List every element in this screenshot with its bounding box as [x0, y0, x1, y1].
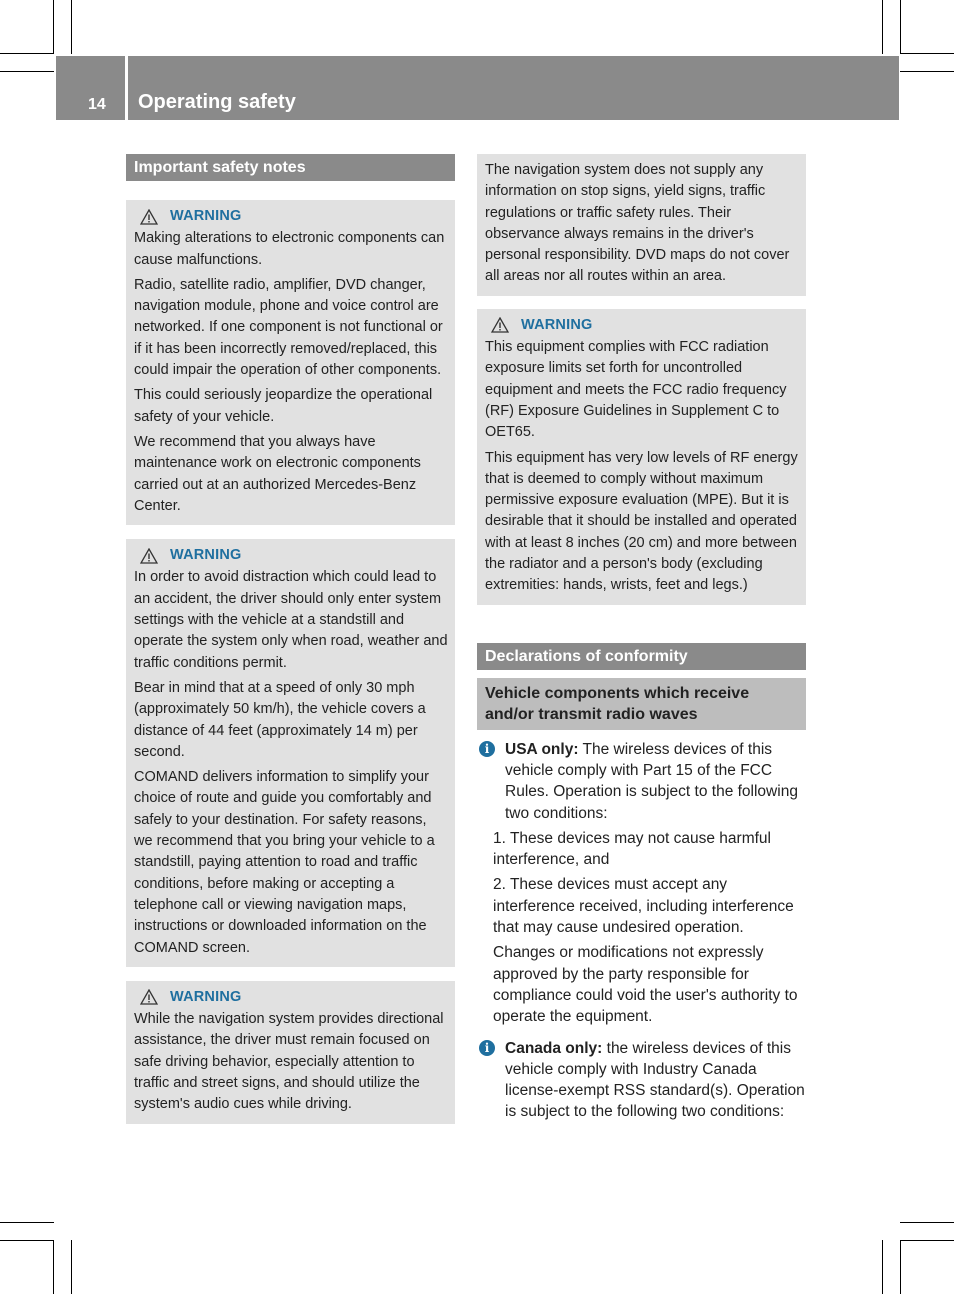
crop-mark: [0, 1240, 54, 1241]
warning-text: COMAND delivers information to simplify your choice of route and guide you comfortably and safely to your destination. For safety reasons, we recommend that you bring your vehicle to a standstill, paying attention to road and traffic conditions, before making or accepting a telephone call or viewing navigation maps, instructions or downloaded information on the COMAND screen.: [134, 769, 435, 956]
crop-mark: [0, 1222, 54, 1223]
warning-box: [477, 309, 806, 605]
info-icon: i: [479, 741, 495, 757]
crop-mark: [0, 71, 54, 72]
page-number: 14: [88, 96, 106, 113]
info-canada-text: the wireless devices of this vehicle comply with Industry Canada license-exempt RSS standard(s). Operation is subject to the following two conditions:: [505, 1039, 805, 1121]
left-column: [126, 154, 455, 1124]
info-usa-label: USA only:: [505, 740, 579, 758]
warning-header: [134, 987, 449, 1008]
warning-triangle-icon: [140, 989, 158, 1005]
condition-1: 1. These devices may not cause harmful interference, and: [493, 829, 771, 869]
crop-mark: [0, 53, 54, 54]
warning-label: WARNING: [521, 316, 593, 333]
warning-text: We recommend that you always have maintenance work on electronic components carried out at an authorized Mercedes-Benz Center.: [134, 433, 421, 514]
note-text: The navigation system does not supply any information on stop signs, yield signs, traffic regulations or traffic safety rules. Their observance always remains in the driver's personal responsibility. DVD maps do not cover all areas nor all routes within an area.: [485, 162, 790, 285]
warning-triangle-icon: [491, 317, 509, 333]
crop-mark: [71, 0, 72, 54]
info-canada-label: Canada only:: [505, 1039, 603, 1057]
crop-mark: [71, 1240, 72, 1294]
note-box: [477, 154, 806, 296]
crop-mark: [900, 71, 954, 72]
warning-label: WARNING: [170, 988, 242, 1005]
info-usa-text: The wireless devices of this vehicle comply with Part 15 of the FCC Rules. Operation is subject to the following two conditions:: [505, 740, 798, 822]
crop-mark: [900, 1240, 954, 1241]
info-canada-lead: [493, 1038, 806, 1123]
warning-label: WARNING: [170, 547, 242, 564]
crop-mark: [53, 1240, 54, 1294]
warning-text: This equipment has very low levels of RF energy that is deemed to comply without maximum permissive exposure evaluation (MPE). But it is desirable that it should be installed and operated with at least 8 inches (20 cm) and more between the radiator and a person's body (excluding extremities: hands, wrists, feet and legs.): [485, 449, 798, 594]
crop-mark: [900, 1222, 954, 1223]
warning-text: While the navigation system provides directional assistance, the driver must remain focused on safe driving behavior, especially attention to traffic and street signs, and should utilize the system's audio cues while driving.: [134, 1011, 444, 1113]
right-column: [477, 154, 806, 1127]
warning-triangle-icon: [140, 209, 158, 225]
warning-box: [126, 200, 455, 525]
page-header: [56, 56, 899, 120]
info-canada: [477, 1038, 806, 1123]
info-icon: i: [479, 1040, 495, 1056]
header-divider: [125, 56, 128, 120]
changes-notice: Changes or modifications not expressly approved by the party responsible for compliance could void the user's authority to operate the equipment.: [493, 944, 798, 1026]
warning-text: Radio, satellite radio, amplifier, DVD changer, navigation module, phone and voice control are networked. If one component is not functional or if it has been incorrectly removed/replaced, this could impair the operation of other components.: [134, 276, 443, 379]
warning-header: [134, 206, 449, 227]
warning-text: Making alterations to electronic components can cause malfunctions.: [134, 230, 445, 268]
crop-mark: [882, 0, 883, 54]
page-title: Operating safety: [138, 91, 296, 113]
crop-mark: [53, 0, 54, 54]
warning-text: In order to avoid distraction which could lead to an accident, the driver should only enter system settings with the vehicle at a standstill and operate the system only when road, weather and traffic conditions permit.: [134, 569, 448, 671]
section-title: Declarations of conformity: [477, 643, 806, 670]
crop-mark: [900, 0, 901, 54]
warning-text: Bear in mind that at a speed of only 30 mph (approximately 50 km/h), the vehicle covers a distance of 44 feet (approximately 14 m) per second.: [134, 679, 426, 760]
info-usa: [477, 739, 806, 1028]
crop-mark: [882, 1240, 883, 1294]
subsection-title: Vehicle components which receive and/or transmit radio waves: [477, 678, 806, 730]
section-title: Important safety notes: [126, 154, 455, 181]
warning-text: This equipment complies with FCC radiation exposure limits set forth for uncontrolled equipment and meets the FCC radio frequency (RF) Exposure Guidelines in Supplement C to OET65.: [485, 339, 787, 441]
warning-label: WARNING: [170, 208, 242, 224]
warning-box: [126, 539, 455, 967]
warning-triangle-icon: [140, 548, 158, 564]
warning-text: This could seriously jeopardize the operational safety of your vehicle.: [134, 387, 433, 425]
info-usa-lead: [493, 739, 806, 824]
warning-header: [134, 545, 449, 566]
warning-header: [485, 315, 800, 336]
crop-mark: [900, 1240, 901, 1294]
condition-2: 2. These devices must accept any interference received, including interference that may cause undesired operation.: [493, 876, 794, 937]
warning-box: [126, 981, 455, 1124]
crop-mark: [900, 53, 954, 54]
